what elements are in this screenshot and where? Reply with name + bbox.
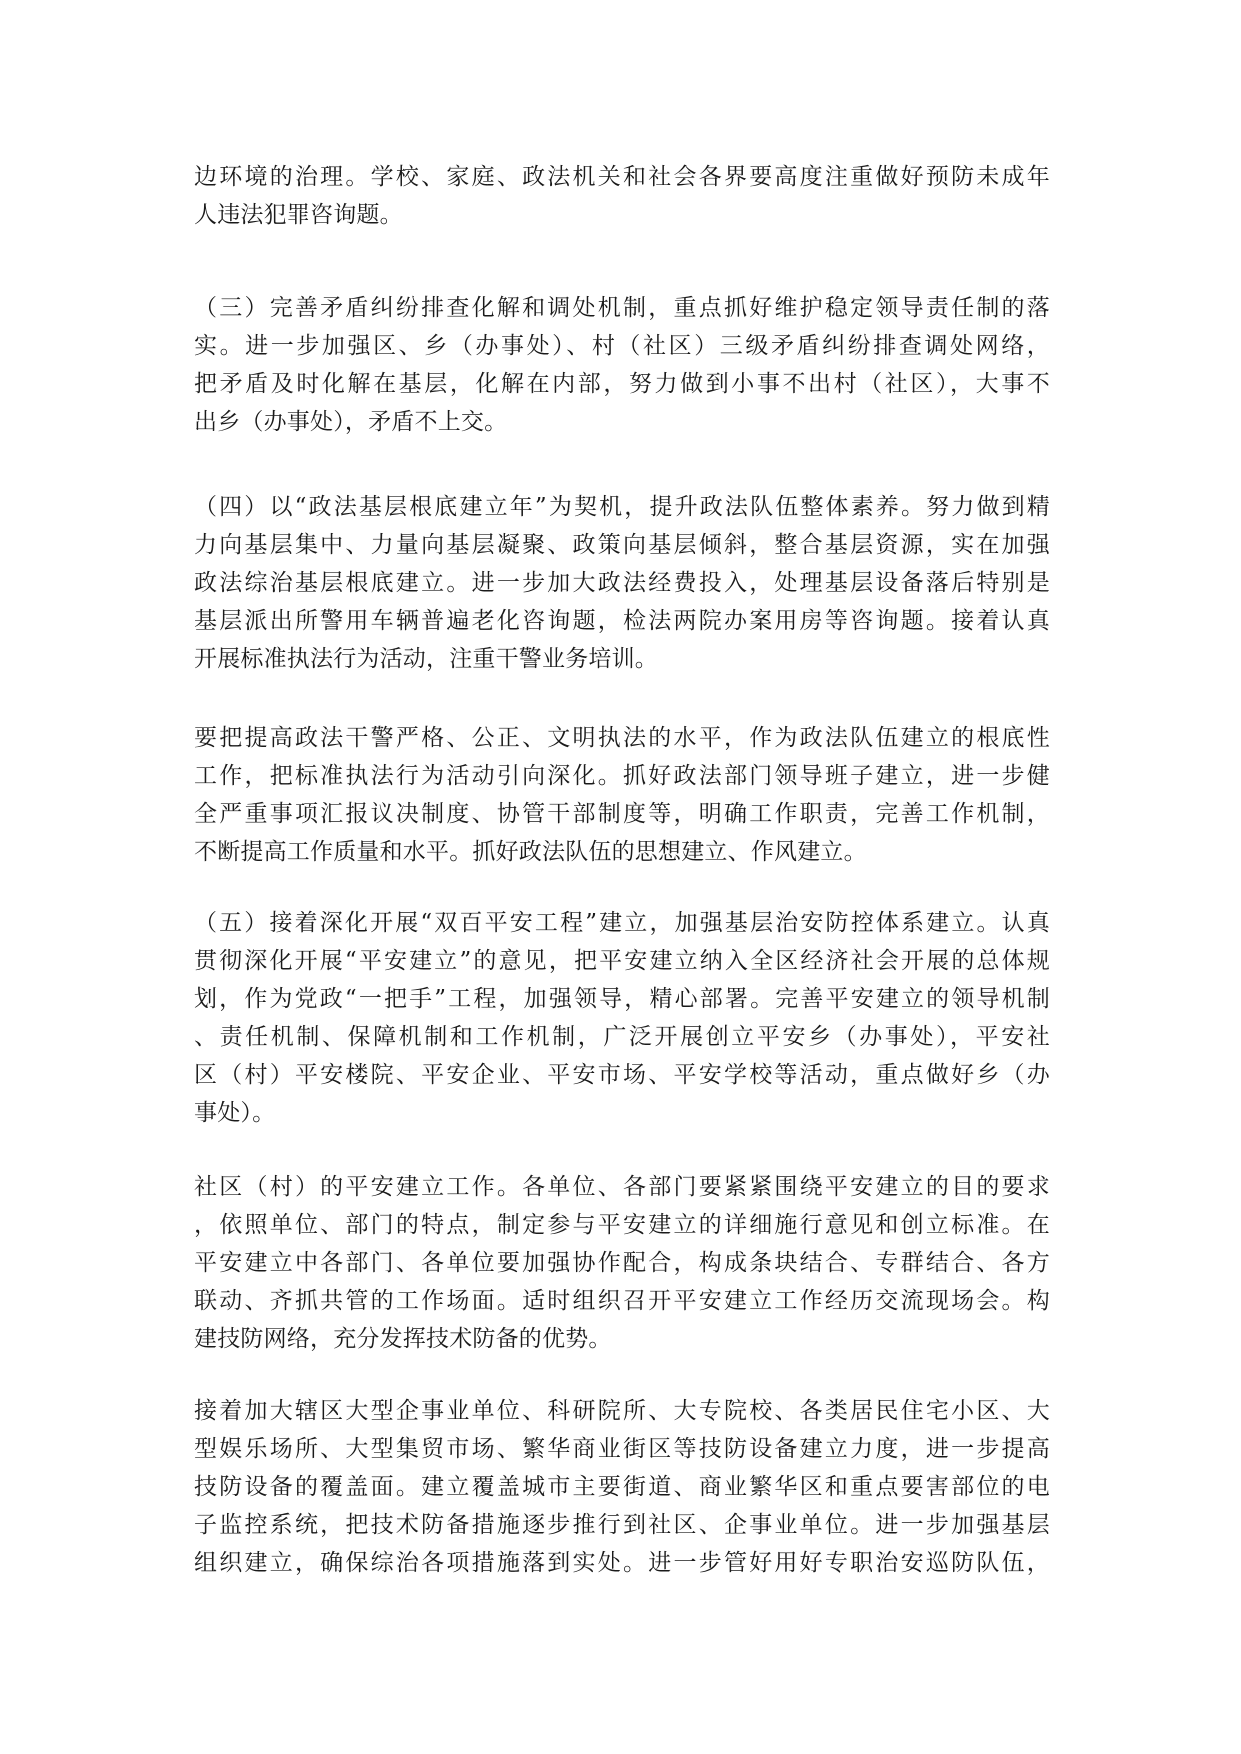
paragraph-law-enforcement-quality xyxy=(194,719,1050,871)
text-line: 平安建立中各部门、各单位要加强协作配合，构成条块结合、专群结合、各方 xyxy=(194,1250,1050,1276)
text-line: （三）完善矛盾纠纷排查化解和调处机制，重点抓好维护稳定领导责任制的落 xyxy=(194,295,1050,321)
text-line: 要把提高政法干警严格、公正、文明执法的水平，作为政法队伍建立的根底性 xyxy=(194,725,1050,751)
text-line: 力向基层集中、力量向基层凝聚、政策向基层倾斜，整合基层资源，实在加强 xyxy=(194,532,1050,558)
text-line: 技防设备的覆盖面。建立覆盖城市主要街道、商业繁华区和重点要害部位的电 xyxy=(194,1474,1050,1500)
text-line: 人违法犯罪咨询题。 xyxy=(194,202,403,228)
text-line: 社区（村）的平安建立工作。各单位、各部门要紧紧围绕平安建立的目的要求 xyxy=(194,1174,1050,1200)
text-line: 开展标准执法行为活动，注重干警业务培训。 xyxy=(194,646,658,672)
text-line: 划，作为党政“一把手”工程，加强领导，精心部署。完善平安建立的领导机制 xyxy=(194,986,1050,1012)
paragraph-section-five xyxy=(194,904,1050,1132)
paragraph-section-four xyxy=(194,488,1050,678)
text-line: 不断提高工作质量和水平。抓好政法队伍的思想建立、作风建立。 xyxy=(194,839,867,865)
text-line: 全严重事项汇报议决制度、协管干部制度等，明确工作职责，完善工作机制， xyxy=(194,801,1050,827)
paragraph-technical-defense xyxy=(194,1392,1050,1582)
paragraph-section-three xyxy=(194,289,1050,441)
text-line: 、责任机制、保障机制和工作机制，广泛开展创立平安乡（办事处），平安社 xyxy=(194,1024,1050,1050)
text-line: 基层派出所警用车辆普遍老化咨询题，检法两院办案用房等咨询题。接着认真 xyxy=(194,608,1050,634)
paragraph-juvenile-crime-prevention xyxy=(194,158,1050,234)
text-line: 事处）。 xyxy=(194,1100,276,1126)
text-line: 出乡（办事处），矛盾不上交。 xyxy=(194,409,508,435)
text-line: 把矛盾及时化解在基层，化解在内部，努力做到小事不出村（社区），大事不 xyxy=(194,371,1050,397)
paragraph-community-safety xyxy=(194,1168,1050,1358)
text-line: 组织建立，确保综治各项措施落到实处。进一步管好用好专职治安巡防队伍， xyxy=(194,1550,1050,1576)
text-line: （四）以“政法基层根底建立年”为契机，提升政法队伍整体素养。努力做到精 xyxy=(194,494,1050,520)
text-line: 型娱乐场所、大型集贸市场、繁华商业街区等技防设备建立力度，进一步提高 xyxy=(194,1436,1050,1462)
text-line: 接着加大辖区大型企事业单位、科研院所、大专院校、各类居民住宅小区、大 xyxy=(194,1398,1050,1424)
text-line: 边环境的治理。学校、家庭、政法机关和社会各界要高度注重做好预防未成年 xyxy=(194,164,1050,190)
text-line: 实。进一步加强区、乡（办事处）、村（社区）三级矛盾纠纷排查调处网络， xyxy=(194,333,1050,359)
text-line: 工作，把标准执法行为活动引向深化。抓好政法部门领导班子建立，进一步健 xyxy=(194,763,1050,789)
text-line: 子监控系统，把技术防备措施逐步推行到社区、企事业单位。进一步加强基层 xyxy=(194,1512,1050,1538)
text-line: 区（村）平安楼院、平安企业、平安市场、平安学校等活动，重点做好乡（办 xyxy=(194,1062,1050,1088)
text-line: 建技防网络，充分发挥技术防备的优势。 xyxy=(194,1326,612,1352)
text-line: ，依照单位、部门的特点，制定参与平安建立的详细施行意见和创立标准。在 xyxy=(194,1212,1050,1238)
text-line: （五）接着深化开展“双百平安工程”建立，加强基层治安防控体系建立。认真 xyxy=(194,910,1050,936)
text-line: 政法综治基层根底建立。进一步加大政法经费投入，处理基层设备落后特别是 xyxy=(194,570,1050,596)
text-line: 联动、齐抓共管的工作场面。适时组织召开平安建立工作经历交流现场会。构 xyxy=(194,1288,1050,1314)
text-line: 贯彻深化开展“平安建立”的意见，把平安建立纳入全区经济社会开展的总体规 xyxy=(194,948,1050,974)
